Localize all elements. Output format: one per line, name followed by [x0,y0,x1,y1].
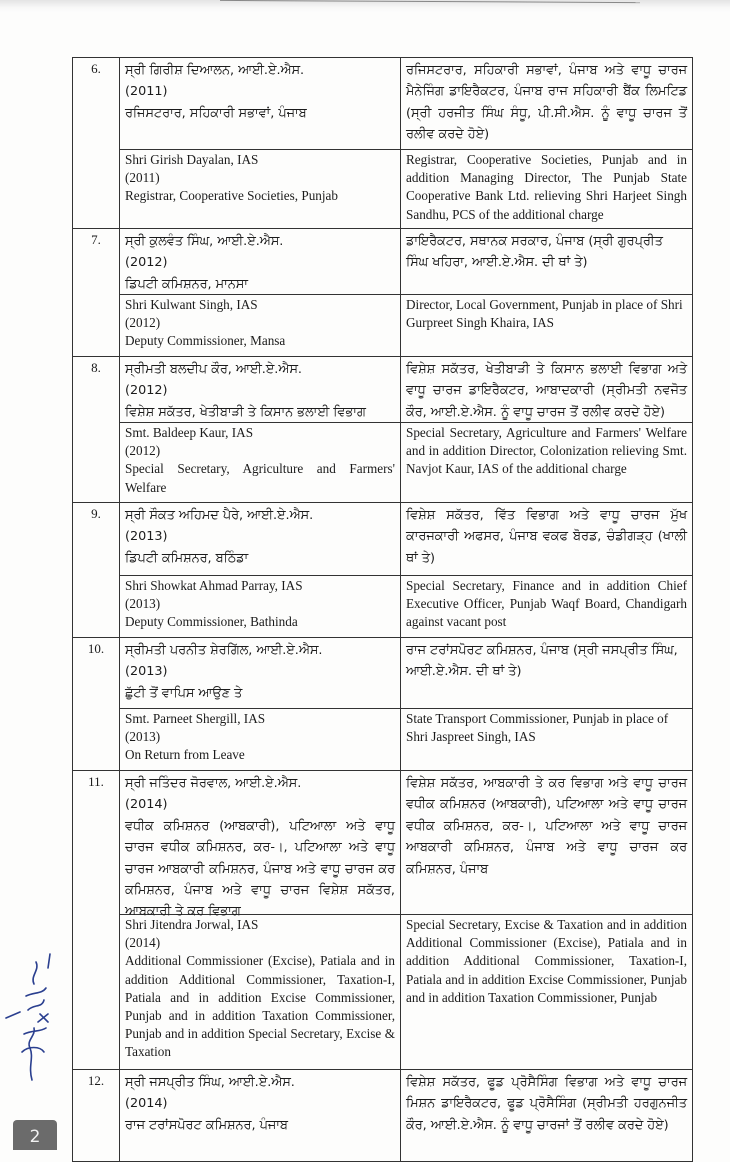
officer-name-pa: ਸ੍ਰੀ ਜਸਪ੍ਰੀਤ ਸਿੰਘ, ਆਈ.ਏ.ਐਸ. [125,1075,295,1090]
new-posting-cell [401,1070,693,1162]
current-post-en: Deputy Commissioner, Bathinda [125,614,298,630]
batch-year-pa: (2013) [125,529,168,545]
batch-year-en: (2011) [125,170,160,186]
punjabi-block [120,229,400,294]
batch-year-en: (2012) [125,315,161,331]
current-post-pa: ਰਾਜ ਟਰਾਂਸਪੋਰਟ ਕਮਿਸ਼ਨਰ, ਪੰਜਾਬ [125,1117,288,1133]
new-posting-pa: ਵਿਸ਼ੇਸ਼ ਸਕੱਤਰ, ਫੂਡ ਪ੍ਰੋਸੈਸਿੰਗ ਵਿਭਾਗ ਅਤੇ ਵਾਧੂ ਚਾਰਜ ਮਿਸ਼ਨ ਡਾਇਰੈਕਟਰ, ਫੂਡ ਪ੍ਰੋਸੈਸਿੰਗ (ਸ੍ਰੀਮਤੀ ਹਰਗੁਨਜੀਤ ਕੌਰ, ਆਈ.ਏ.ਐਸ. ਨੂੰ ਵਾਧੂ ਚਾਰਜਾਂ ਤੋਂ ਰਲੀਵ ਕਰਦੇ ਹੋਏ) [406,1075,687,1133]
officer-cell [120,58,401,229]
batch-year-pa: (2014) [125,797,168,813]
new-posting-pa: ਵਿਸ਼ੇਸ਼ ਸਕੱਤਰ, ਖੇਤੀਬਾੜੀ ਤੇ ਕਿਸਾਨ ਭਲਾਈ ਵਿਭਾਗ ਅਤੇ ਵਾਧੂ ਚਾਰਜ ਡਾਇਰੈਕਟਰ, ਆਬਾਦਕਾਰੀ (ਸ੍ਰੀਮਤੀ ਨਵਜੋਤ ਕੌਰ, ਆਈ.ਏ.ਐਸ. ਨੂੰ ਵਾਧੂ ਚਾਰਜ ਤੋਂ ਰਲੀਵ ਕਰਦੇ ਹੋਏ) [406,362,687,420]
serial-number: 10. [73,638,120,771]
new-posting-en: Special Secretary, Finance and in addition Chief Executive Officer, Punjab Waqf Board, Chandigarh against vacant post [401,575,692,637]
new-posting-pa: ਵਿਸ਼ੇਸ਼ ਸਕੱਤਰ, ਆਬਕਾਰੀ ਤੇ ਕਰ ਵਿਭਾਗ ਅਤੇ ਵਾਧੂ ਚਾਰਜ ਵਧੀਕ ਕਮਿਸ਼ਨਰ (ਆਬਕਾਰੀ), ਪਟਿਆਲਾ ਅਤੇ ਵਾਧੂ ਚਾਰਜ ਵਧੀਕ ਕਮਿਸ਼ਨਰ, ਕਰ-।, ਪਟਿਆਲਾ ਅਤੇ ਵਾਧੂ ਚਾਰਜ ਆਬਕਾਰੀ ਕਮਿਸ਼ਨਰ, ਪੰਜਾਬ ਅਤੇ ਵਾਧੂ ਚਾਰਜ ਕਰ ਕਮਿਸ਼ਨਰ, ਪੰਜਾਬ [406,776,687,877]
officer-name-en: Shri Kulwant Singh, IAS [125,297,258,312]
officer-name-pa: ਸ੍ਰੀ ਗਿਰੀਸ਼ ਦਿਆਲਨ, ਆਈ.ਏ.ਐਸ. [125,63,305,78]
punjabi-block [120,357,400,422]
new-posting-en: State Transport Commissioner, Punjab in place of Shri Jaspreet Singh, IAS [401,708,692,770]
punjabi-block [120,638,400,708]
table-row [73,771,693,1070]
punjabi-block [120,1070,400,1161]
table-row [73,58,693,229]
serial-number: 6. [73,58,120,229]
serial-number: 12. [73,1070,120,1162]
serial-number: 9. [73,503,120,638]
current-post-pa: ਵਿਸ਼ੇਸ਼ ਸਕੱਤਰ, ਖੇਤੀਬਾੜੀ ਤੇ ਕਿਸਾਨ ਭਲਾਈ ਵਿਭਾਗ [125,404,366,420]
new-posting-cell [401,357,693,503]
transfer-orders-table [72,57,693,1162]
officer-name-pa: ਸ੍ਰੀ ਜਤਿੰਦਰ ਜੋਰਵਾਲ, ਆਈ.ਏ.ਐਸ. [125,776,302,791]
new-posting-en: Special Secretary, Excise & Taxation and in addition Additional Commissioner (Excise), Patiala and in addition Additional Commissioner, Taxation-I, Patiala and in addition Excise Commissioner, Punjab and in addition Taxation Commissioner, Punjab [401,914,692,1069]
current-post-pa: ਰਜਿਸਟਰਾਰ, ਸਹਿਕਾਰੀ ਸਭਾਵਾਂ, ਪੰਜਾਬ [125,105,307,121]
current-post-en: Additional Commissioner (Excise), Patiala and in addition Additional Commissioner, Taxation-I, Patiala and in addition Excise Commissioner, Punjab and in addition Taxation Commissioner, Punjab and in addition Special Secretary, Excise & Taxation [125,953,395,1060]
batch-year-pa: (2012) [125,255,168,271]
current-post-pa: ਡਿਪਟੀ ਕਮਿਸ਼ਨਰ, ਮਾਨਸਾ [125,276,248,292]
batch-year-en: (2014) [125,935,161,951]
english-block [120,149,400,228]
officer-name-pa: ਸ੍ਰੀਮਤੀ ਬਲਦੀਪ ਕੌਰ, ਆਈ.ਏ.ਐਸ. [125,362,302,377]
officer-cell [120,638,401,771]
punjabi-block [120,58,400,149]
new-posting-cell [401,229,693,357]
batch-year-pa: (2011) [125,84,168,100]
table-row [73,503,693,638]
english-block [120,575,400,637]
current-post-en: Deputy Commissioner, Mansa [125,333,286,349]
english-block [120,294,400,356]
batch-year-pa: (2014) [125,1096,168,1112]
english-block [120,708,400,770]
serial-number: 8. [73,357,120,503]
new-posting-cell [401,503,693,638]
officer-cell [120,229,401,357]
serial-number: 11. [73,771,120,1070]
batch-year-en: (2013) [125,729,161,745]
page-number-badge: 2 [13,1120,57,1150]
new-posting-en: Registrar, Cooperative Societies, Punjab and in addition Managing Director, The Punjab State Cooperative Bank Ltd. relieving Shri Harjeet Singh Sandhu, PCS of the additional charge [401,149,692,228]
handwritten-signature [4,948,60,1088]
new-posting-cell [401,771,693,1070]
officer-cell [120,503,401,638]
current-post-en: Special Secretary, Agriculture and Farmers' Welfare [125,461,395,495]
table-row [73,229,693,357]
current-post-pa: ਛੁੱਟੀ ਤੋਂ ਵਾਪਿਸ ਆਉਣ ਤੇ [125,685,243,701]
current-post-en: Registrar, Cooperative Societies, Punjab [125,188,338,204]
new-posting-en: Special Secretary, Agriculture and Farmers' Welfare and in addition Director, Colonization relieving Smt. Navjot Kaur, IAS of the additional charge [401,422,692,502]
officer-cell [120,1070,401,1162]
english-block [120,914,400,1069]
officer-name-pa: ਸ੍ਰੀਮਤੀ ਪਰਨੀਤ ਸ਼ੇਰਗਿੱਲ, ਆਈ.ਏ.ਐਸ. [125,643,323,658]
new-posting-pa: ਰਾਜ ਟਰਾਂਸਪੋਰਟ ਕਮਿਸ਼ਨਰ, ਪੰਜਾਬ (ਸ੍ਰੀ ਜਸਪ੍ਰੀਤ ਸਿੰਘ, ਆਈ.ਏ.ਐਸ. ਦੀ ਥਾਂ ਤੇ) [406,643,678,680]
officer-name-en: Shri Girish Dayalan, IAS [125,152,259,167]
new-posting-en: Director, Local Government, Punjab in place of Shri Gurpreet Singh Khaira, IAS [401,294,692,356]
batch-year-en: (2012) [125,443,161,459]
new-posting-cell [401,58,693,229]
officer-cell [120,771,401,1070]
table-row [73,357,693,503]
officer-name-pa: ਸ੍ਰੀ ਕੁਲਵੰਤ ਸਿੰਘ, ਆਈ.ਏ.ਐਸ. [125,234,284,249]
table-row [73,638,693,771]
current-post-pa: ਡਿਪਟੀ ਕਮਿਸ਼ਨਰ, ਬਠਿੰਡਾ [125,550,249,566]
scan-top-edge [0,0,730,12]
english-block [120,422,400,502]
batch-year-en: (2013) [125,596,161,612]
current-post-en: On Return from Leave [125,747,245,763]
officer-cell [120,357,401,503]
punjabi-block [120,771,400,920]
new-posting-pa: ਵਿਸ਼ੇਸ਼ ਸਕੱਤਰ, ਵਿੱਤ ਵਿਭਾਗ ਅਤੇ ਵਾਧੂ ਚਾਰਜ ਮੁੱਖ ਕਾਰਜਕਾਰੀ ਅਫਸਰ, ਪੰਜਾਬ ਵਕਫ ਬੋਰਡ, ਚੰਡੀਗੜ੍ਹ (ਖਾਲੀ ਥਾਂ ਤੇ) [406,508,687,566]
officer-name-pa: ਸ੍ਰੀ ਸੌਕਤ ਅਹਿਮਦ ਪੈਰੇ, ਆਈ.ਏ.ਐਸ. [125,508,314,523]
officer-name-en: Shri Showkat Ahmad Parray, IAS [125,578,303,593]
officer-name-en: Smt. Parneet Shergill, IAS [125,711,266,726]
officer-name-en: Shri Jitendra Jorwal, IAS [125,917,259,932]
new-posting-pa: ਡਾਇਰੈਕਟਰ, ਸਥਾਨਕ ਸਰਕਾਰ, ਪੰਜਾਬ (ਸ੍ਰੀ ਗੁਰਪ੍ਰੀਤ ਸਿੰਘ ਖਹਿਰਾ, ਆਈ.ਏ.ਐਸ. ਦੀ ਥਾਂ ਤੇ) [406,234,663,271]
new-posting-cell [401,638,693,771]
current-post-pa: ਵਧੀਕ ਕਮਿਸ਼ਨਰ (ਆਬਕਾਰੀ), ਪਟਿਆਲਾ ਅਤੇ ਵਾਧੂ ਚਾਰਜ ਵਧੀਕ ਕਮਿਸ਼ਨਰ, ਕਰ-।, ਪਟਿਆਲਾ ਅਤੇ ਵਾਧੂ ਚਾਰਜ ਆਬਕਾਰੀ ਕਮਿਸ਼ਨਰ, ਪੰਜਾਬ ਅਤੇ ਵਾਧੂ ਚਾਰਜ ਕਰ ਕਮਿਸ਼ਨਰ, ਪੰਜਾਬ ਅਤੇ ਵਾਧੂ ਚਾਰਜ ਵਿਸ਼ੇਸ਼ ਸਕੱਤਰ, ਆਬਕਾਰੀ ਤੇ ਕਰ ਵਿਭਾਗ [125,818,395,920]
table-row [73,1070,693,1162]
batch-year-pa: (2013) [125,664,168,680]
batch-year-pa: (2012) [125,383,168,399]
new-posting-pa: ਰਜਿਸਟਰਾਰ, ਸਹਿਕਾਰੀ ਸਭਾਵਾਂ, ਪੰਜਾਬ ਅਤੇ ਵਾਧੂ ਚਾਰਜ ਮੈਨੇਜਿੰਗ ਡਾਇਰੈਕਟਰ, ਪੰਜਾਬ ਰਾਜ ਸਹਿਕਾਰੀ ਬੈਂਕ ਲਿਮਟਿਡ (ਸ੍ਰੀ ਹਰਜੀਤ ਸਿੰਘ ਸੰਧੂ, ਪੀ.ਸੀ.ਐਸ. ਨੂੰ ਵਾਧੂ ਚਾਰਜ ਤੋਂ ਰਲੀਵ ਕਰਦੇ ਹੋਏ) [406,63,687,143]
officer-name-en: Smt. Baldeep Kaur, IAS [125,425,254,440]
punjabi-block [120,503,400,575]
serial-number: 7. [73,229,120,357]
